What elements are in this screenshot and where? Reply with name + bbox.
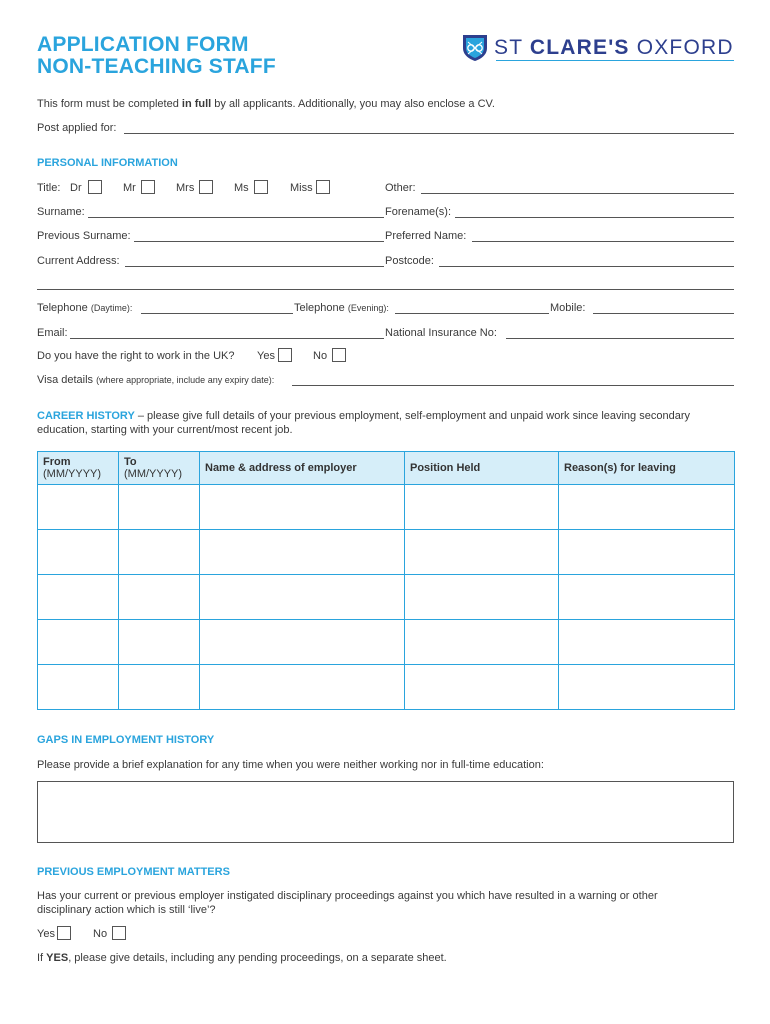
telephone-evening-label (294, 302, 389, 314)
intro-text (37, 98, 495, 110)
logo-wordmark (494, 36, 734, 60)
page-title (37, 34, 276, 78)
column-header-employer (200, 452, 405, 485)
telephone-evening-field[interactable] (395, 313, 549, 314)
reason-label: Reason(s) for leaving (564, 462, 676, 474)
title-option-mr-label: Mr (123, 182, 136, 194)
disciplinary-no-checkbox[interactable] (112, 926, 126, 940)
column-header-to (119, 452, 200, 485)
reason-cell[interactable] (559, 485, 735, 530)
right-to-work-yes-checkbox[interactable] (278, 348, 292, 362)
reason-cell[interactable] (559, 620, 735, 665)
column-header-reason (559, 452, 735, 485)
personal-info-heading: PERSONAL INFORMATION (37, 157, 178, 169)
from-cell[interactable] (38, 620, 119, 665)
column-header-position (405, 452, 559, 485)
disciplinary-question-line-2: disciplinary action which is still ‘live’? (37, 904, 216, 916)
shield-crest-icon (462, 34, 488, 62)
post-applied-field[interactable] (124, 133, 734, 134)
title-option-ms-label: Ms (234, 182, 249, 194)
table-row (38, 665, 735, 710)
table-row (38, 530, 735, 575)
position-cell[interactable] (405, 665, 559, 710)
career-desc-line-2: education, starting with your current/most recent job. (37, 424, 293, 436)
intro-before: This form must be completed (37, 98, 182, 110)
employer-cell[interactable] (200, 485, 405, 530)
telephone-daytime-field[interactable] (141, 313, 293, 314)
surname-field[interactable] (88, 217, 384, 218)
email-label: Email: (37, 327, 68, 339)
to-sub: (MM/YYYY) (124, 468, 183, 480)
position-cell[interactable] (405, 575, 559, 620)
table-row (38, 620, 735, 665)
visa-details-label (37, 374, 274, 386)
title-option-miss-label: Miss (290, 182, 313, 194)
right-to-work-no-label: No (313, 350, 328, 362)
daytime-note: (Daytime): (90, 303, 133, 313)
position-cell[interactable] (405, 530, 559, 575)
title-mrs-checkbox[interactable] (199, 180, 213, 194)
to-cell[interactable] (119, 620, 200, 665)
column-header-from (38, 452, 119, 485)
career-desc-line-1: – please give full details of your previous employment, self-employment and unpaid work since leaving secondary (134, 410, 690, 422)
position-cell[interactable] (405, 485, 559, 530)
postcode-label: Postcode: (385, 255, 434, 267)
telephone-word: Telephone (37, 302, 88, 314)
employer-cell[interactable] (200, 620, 405, 665)
reason-cell[interactable] (559, 575, 735, 620)
visa-word: Visa details (37, 374, 94, 386)
to-cell[interactable] (119, 575, 200, 620)
preferred-name-field[interactable] (472, 241, 734, 242)
email-field[interactable] (70, 338, 384, 339)
mobile-field[interactable] (593, 313, 734, 314)
reason-cell[interactable] (559, 530, 735, 575)
forenames-field[interactable] (455, 217, 734, 218)
st-clares-logo (462, 33, 734, 63)
reason-cell[interactable] (559, 665, 735, 710)
career-history-table (37, 451, 735, 710)
employer-cell[interactable] (200, 530, 405, 575)
disciplinary-no-label: No (93, 928, 108, 940)
disciplinary-question-line-1: Has your current or previous employer instigated disciplinary proceedings against you which have resulted in a warning or other (37, 890, 658, 902)
title-ms-checkbox[interactable] (254, 180, 268, 194)
preferred-name-label: Preferred Name: (385, 230, 467, 242)
logo-clares: CLARE'S (529, 36, 630, 59)
current-address-label: Current Address: (37, 255, 120, 267)
from-label: From (43, 456, 71, 468)
right-to-work-no-checkbox[interactable] (332, 348, 346, 362)
title-option-dr-label: Dr (70, 182, 82, 194)
visa-details-field[interactable] (292, 385, 734, 386)
title-miss-checkbox[interactable] (316, 180, 330, 194)
title-line-1: APPLICATION FORM (37, 33, 249, 56)
title-option-mrs-label: Mrs (176, 182, 195, 194)
other-field[interactable] (421, 193, 734, 194)
if-yes-bold: YES (46, 952, 69, 964)
from-cell[interactable] (38, 665, 119, 710)
if-prefix: If (37, 952, 47, 964)
forenames-label: Forename(s): (385, 206, 452, 218)
to-cell[interactable] (119, 485, 200, 530)
disciplinary-yes-label: Yes (37, 928, 55, 940)
title-mr-checkbox[interactable] (141, 180, 155, 194)
employer-cell[interactable] (200, 665, 405, 710)
to-label: To (124, 456, 137, 468)
gaps-description: Please provide a brief explanation for any time when you were neither working nor in full-time education: (37, 759, 544, 771)
ni-number-label: National Insurance No: (385, 327, 497, 339)
previous-surname-field[interactable] (134, 241, 384, 242)
title-dr-checkbox[interactable] (88, 180, 102, 194)
post-applied-label: Post applied for: (37, 122, 117, 134)
evening-note: (Evening): (347, 303, 389, 313)
if-yes-instruction (37, 952, 447, 964)
logo-st: ST (494, 36, 523, 59)
career-history-intro (37, 410, 690, 422)
mobile-label: Mobile: (550, 302, 586, 314)
current-address-field[interactable] (125, 266, 384, 267)
if-rest: , please give details, including any pending proceedings, on a separate sheet. (68, 952, 447, 964)
employer-cell[interactable] (200, 575, 405, 620)
ni-number-field[interactable] (506, 338, 734, 339)
employer-label: Name & address of employer (205, 462, 357, 474)
right-to-work-yes-label: Yes (257, 350, 275, 362)
visa-note: (where appropriate, include any expiry date): (96, 375, 275, 385)
address-line-2-field[interactable] (37, 289, 734, 290)
telephone-daytime-label (37, 302, 132, 314)
intro-after: by all applicants. Additionally, you may also enclose a CV. (211, 98, 495, 110)
previous-employment-heading: PREVIOUS EMPLOYMENT MATTERS (37, 866, 230, 878)
title-label: Title: (37, 182, 61, 194)
table-header-row (38, 452, 735, 485)
gaps-explanation-textarea[interactable] (37, 781, 734, 843)
surname-label: Surname: (37, 206, 85, 218)
disciplinary-yes-checkbox[interactable] (57, 926, 71, 940)
logo-oxford: OXFORD (636, 36, 734, 59)
logo-underline (496, 60, 734, 61)
from-sub: (MM/YYYY) (43, 468, 102, 480)
other-label: Other: (385, 182, 416, 194)
to-cell[interactable] (119, 665, 200, 710)
intro-bold: in full (181, 98, 212, 110)
gaps-heading: GAPS IN EMPLOYMENT HISTORY (37, 734, 215, 746)
table-row (38, 575, 735, 620)
telephone-word: Telephone (294, 302, 345, 314)
right-to-work-label: Do you have the right to work in the UK? (37, 350, 235, 362)
from-cell[interactable] (38, 485, 119, 530)
postcode-field[interactable] (439, 266, 734, 267)
career-history-heading: CAREER HISTORY (37, 410, 135, 422)
from-cell[interactable] (38, 530, 119, 575)
title-line-2: NON-TEACHING STAFF (37, 55, 276, 78)
previous-surname-label: Previous Surname: (37, 230, 131, 242)
table-row (38, 485, 735, 530)
position-label: Position Held (410, 462, 481, 474)
to-cell[interactable] (119, 530, 200, 575)
position-cell[interactable] (405, 620, 559, 665)
from-cell[interactable] (38, 575, 119, 620)
